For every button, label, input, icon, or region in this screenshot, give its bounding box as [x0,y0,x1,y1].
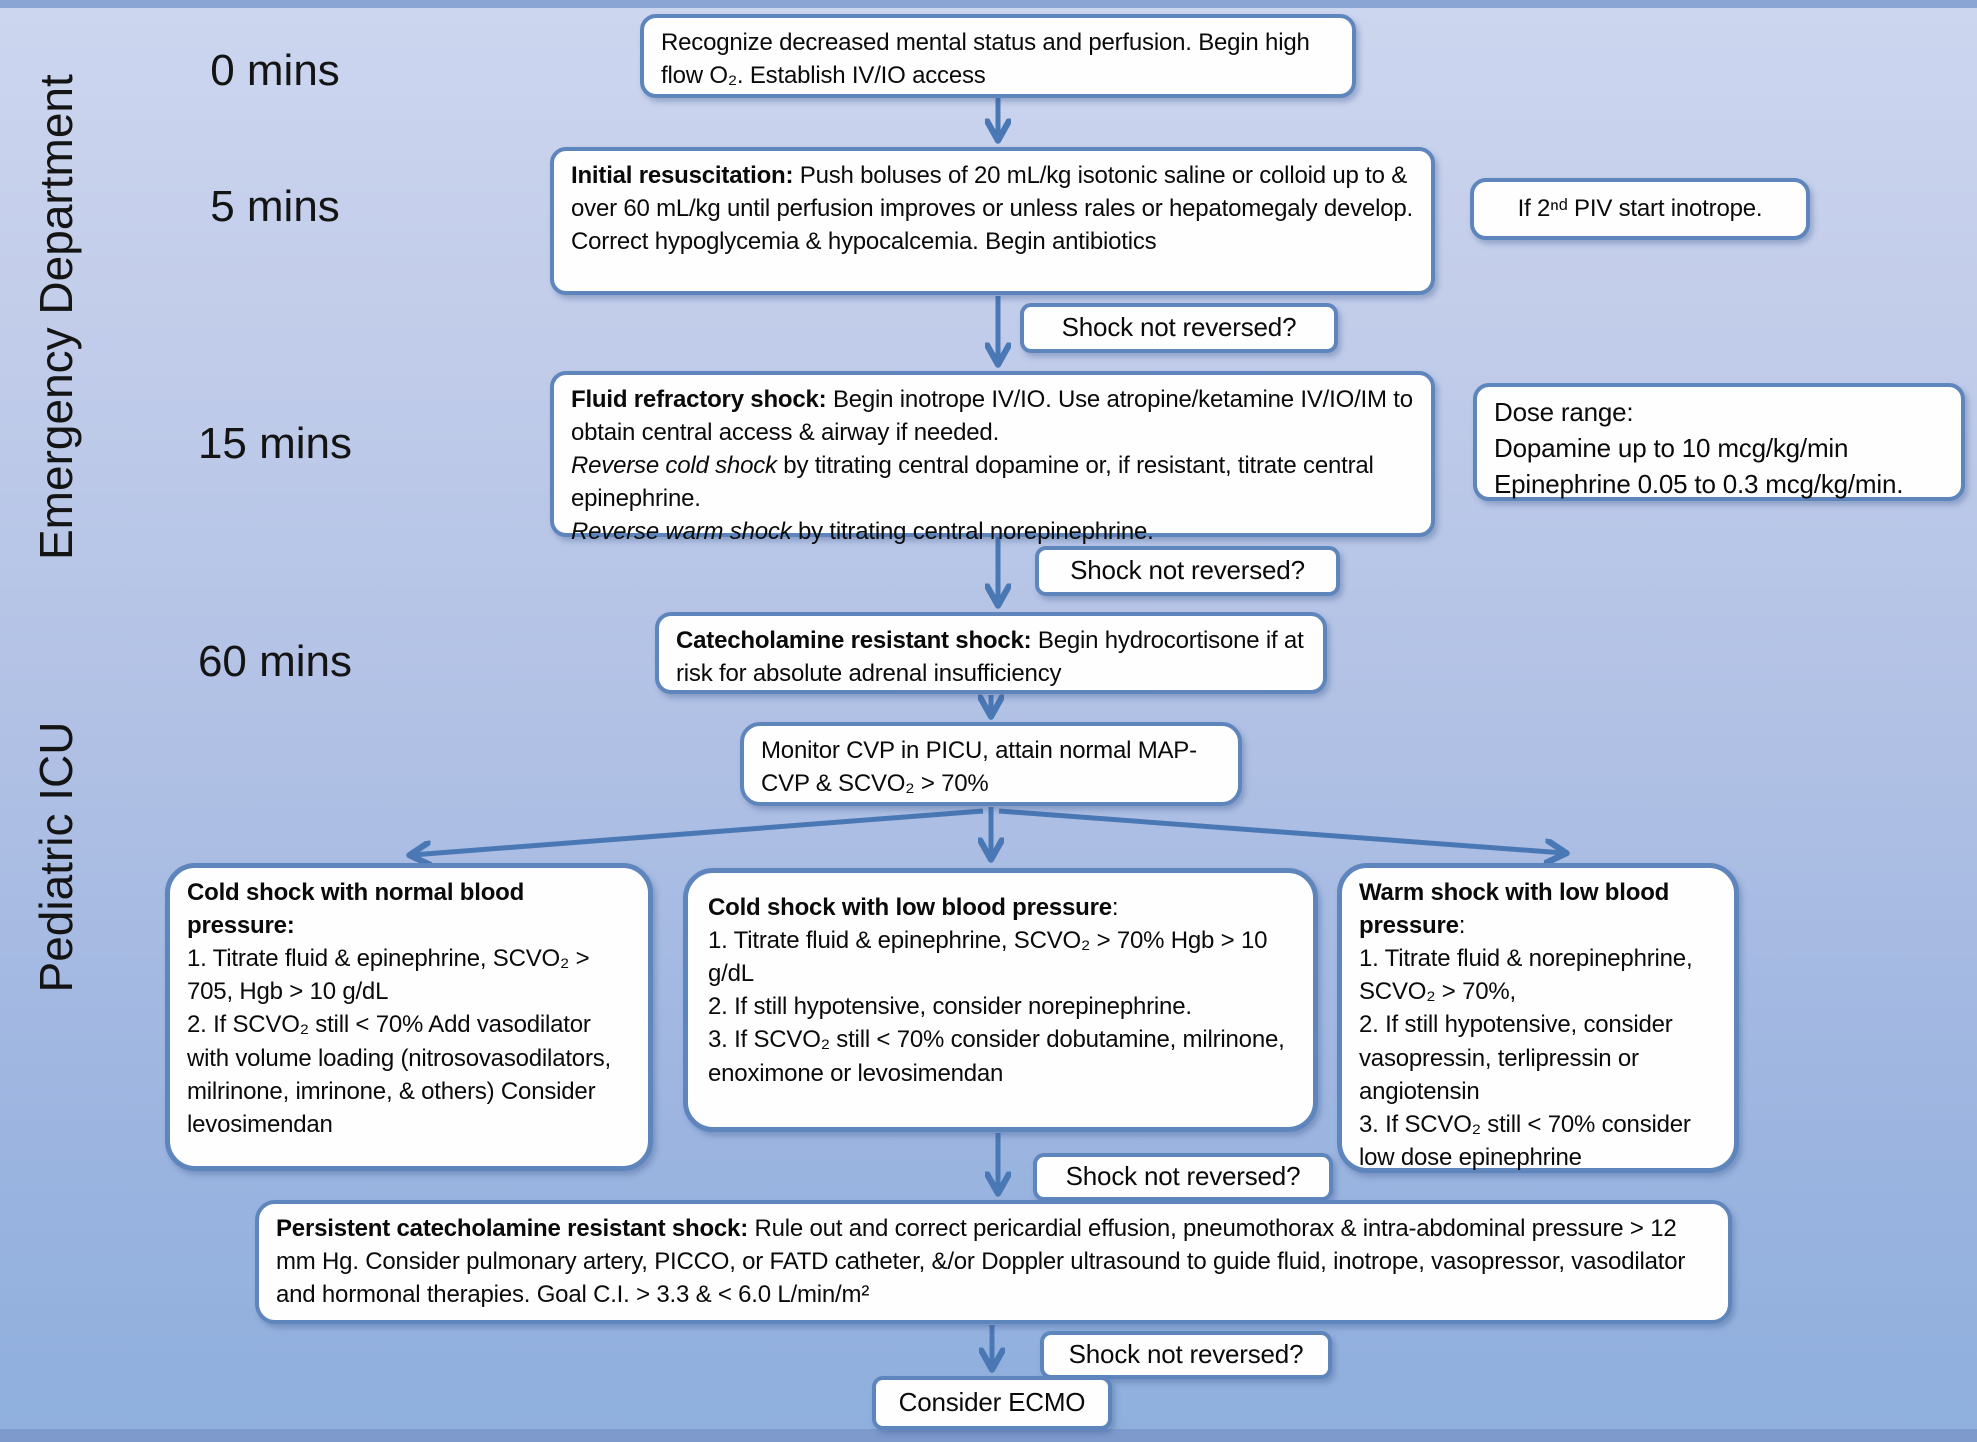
recognize-box: Recognize decreased mental status and perfusion. Begin high flow O₂. Establish IV/IO access [640,14,1356,98]
piv-inotrope-box: If 2ⁿᵈ PIV start inotrope. [1470,178,1810,240]
persistent-catecholamine-shock-box: Persistent catecholamine resistant shock: Rule out and correct pericardial effusion, pneumothorax & intra-abdominal pressure > 12 mm Hg. Consider pulmonary artery, PICCO, or FATD catheter, &/or Doppler ultrasound to guide fluid, inotrope, vasopressor, vasodilator and hormonal therapies. Goal C.I. > 3.3 & < 6.0 L/min/m² [255,1200,1732,1324]
shock-not-reversed-label-3: Shock not reversed? [1033,1153,1333,1201]
section-label-pediatric-icu: Pediatric ICU [30,721,82,993]
shock-not-reversed-label-2: Shock not reversed? [1035,546,1340,596]
section-label-emergency-department: Emergency Department [30,74,82,560]
catecholamine-resistant-shock-box: Catecholamine resistant shock: Begin hydrocortisone if at risk for absolute adrenal insufficiency [655,612,1327,694]
time-label-5-mins: 5 mins [210,182,340,231]
shock-not-reversed-label-1: Shock not reversed? [1020,303,1338,353]
cold-shock-low-bp-box: Cold shock with low blood pressure: 1. Titrate fluid & epinephrine, SCVO₂ > 70% Hgb > 10 g/dL 2. If still hypotensive, consider norepinephrine. 3. If SCVO₂ still < 70% consider dobutamine, milrinone, enoximone or levosimendan [683,868,1318,1132]
bottom-edge-strip [0,1429,1977,1442]
initial-resuscitation-box: Initial resuscitation: Push boluses of 20 mL/kg isotonic saline or colloid up to & over 60 mL/kg until perfusion improves or unless rales or hepatomegaly develop. Correct hypoglycemia & hypocalcemia. Begin antibiotics [550,147,1435,295]
arrow-monitor-to-warm-low [999,811,1564,853]
warm-shock-low-bp-box: Warm shock with low blood pressure: 1. Titrate fluid & norepinephrine, SCVO₂ > 70%, 2. If still hypotensive, consider vasopressin, terlipressin or angiotensin 3. If SCVO₂ still < 70% consider low dose epinephrine [1337,863,1739,1173]
time-label-60-mins: 60 mins [197,637,353,686]
cold-shock-normal-bp-box: Cold shock with normal blood pressure: 1. Titrate fluid & epinephrine, SCVO₂ > 705, Hgb > 10 g/dL 2. If SCVO₂ still < 70% Add vasodilator with volume loading (nitrosovasodilators, milrinone, imrinone, & others) Consider levosimendan [165,863,653,1171]
arrow-monitor-to-cold-normal [412,811,983,855]
dose-range-box: Dose range: Dopamine up to 10 mcg/kg/min Epinephrine 0.05 to 0.3 mcg/kg/min. [1473,383,1965,501]
consider-ecmo-box: Consider ECMO [872,1376,1112,1430]
shock-not-reversed-label-4: Shock not reversed? [1040,1331,1332,1379]
fluid-refractory-shock-box: Fluid refractory shock: Begin inotrope IV/IO. Use atropine/ketamine IV/IO/IM to obtain central access & airway if needed. Reverse cold shock by titrating central dopamine or, if resistant, titrate central epinephrine. Reverse warm shock by titrating central norepinephrine. [550,371,1435,537]
top-edge-strip [0,0,1977,8]
monitor-cvp-box: Monitor CVP in PICU, attain normal MAP-CVP & SCVO₂ > 70% [740,722,1242,806]
time-label-15-mins: 15 mins [197,419,353,468]
time-label-0-mins: 0 mins [210,46,340,95]
